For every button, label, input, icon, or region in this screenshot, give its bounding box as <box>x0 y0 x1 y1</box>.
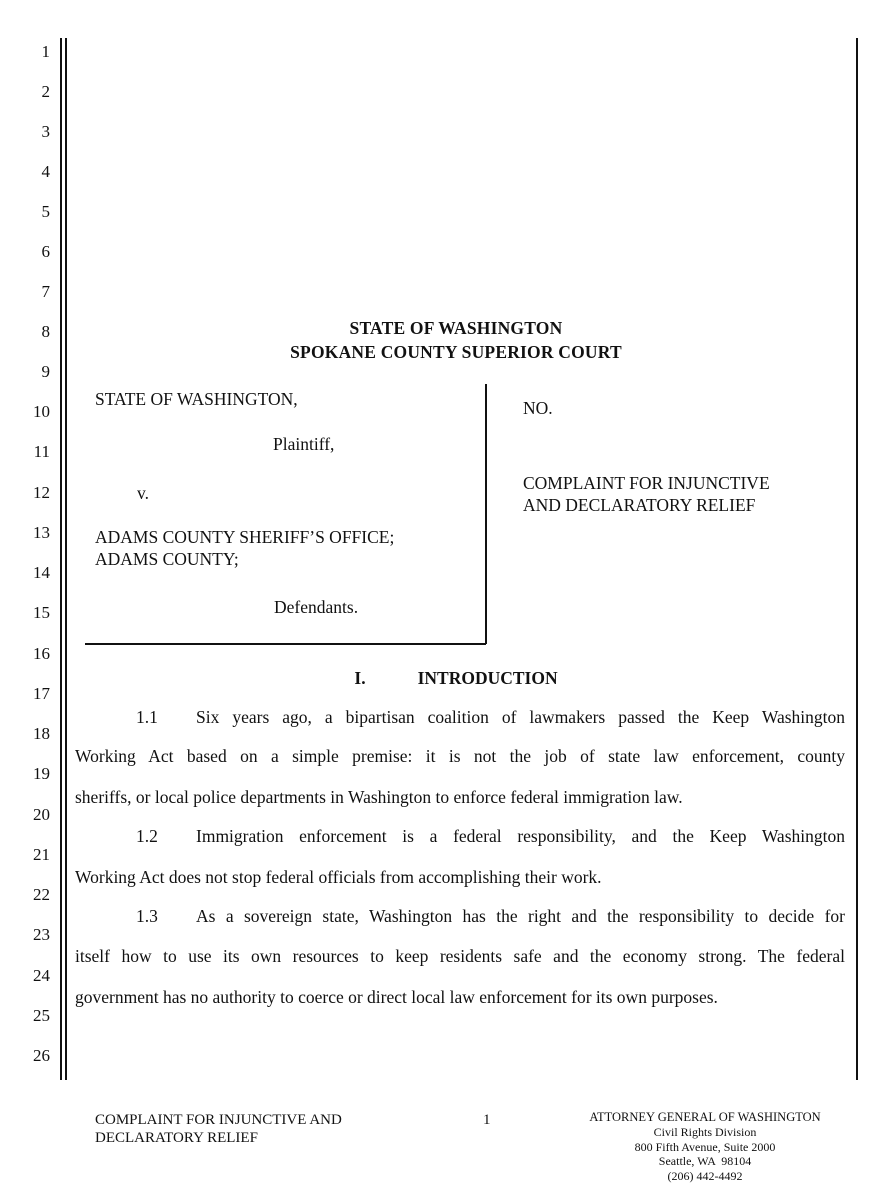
line-number: 22 <box>33 885 50 904</box>
attorney-name: ATTORNEY GENERAL OF WASHINGTON <box>589 1110 821 1124</box>
plaintiff-name: STATE OF WASHINGTON, <box>95 389 298 409</box>
line-number: 8 <box>41 322 50 341</box>
document-title-line2: AND DECLARATORY RELIEF <box>523 495 756 515</box>
paragraph-number: 1.1 <box>136 707 158 727</box>
line-number: 9 <box>41 362 50 381</box>
footer-title-line2: DECLARATORY RELIEF <box>95 1130 258 1146</box>
paragraph-1-2-line2: Working Act does not stop federal officials from accomplishing their work. <box>75 867 602 887</box>
footer-title-line1: COMPLAINT FOR INJUNCTIVE AND <box>95 1112 342 1128</box>
line-number: 1 <box>41 42 50 61</box>
left-margin-rule-inner <box>65 38 67 1080</box>
line-number: 12 <box>33 483 50 502</box>
line-number: 24 <box>33 966 50 985</box>
paragraph-number: 1.2 <box>136 826 158 846</box>
attorney-block <box>585 1110 825 1183</box>
attorney-address1: 800 Fifth Avenue, Suite 2000 <box>634 1139 776 1154</box>
right-margin-rule <box>856 38 858 1080</box>
line-number: 7 <box>41 282 50 301</box>
section-heading <box>0 668 882 689</box>
paragraph-1-3-line3: government has no authority to coerce or direct local law enforcement for its own purposes. <box>75 987 718 1007</box>
line-number: 16 <box>33 644 50 663</box>
paragraph-1-2-line1: 1.2 Immigration enforcement is a federal responsibility, and the Keep Washington <box>136 826 845 846</box>
document-title-line1: COMPLAINT FOR INJUNCTIVE <box>523 473 770 493</box>
line-number: 3 <box>41 122 50 141</box>
paragraph-1-1-line2: Working Act based on a simple premise: it is not the job of state law enforcement, county <box>75 746 845 766</box>
line-number: 13 <box>33 523 50 542</box>
paragraph-number: 1.3 <box>136 906 158 926</box>
line-number: 17 <box>33 684 50 703</box>
paragraph-1-3-line2: itself how to use its own resources to keep residents safe and the economy strong. The federal <box>75 946 845 966</box>
attorney-address2: Seattle, WA 98104 <box>658 1154 752 1168</box>
line-number: 2 <box>41 82 50 101</box>
defendant-line2: ADAMS COUNTY; <box>95 549 239 569</box>
section-numeral: I. <box>354 668 366 688</box>
left-margin-rule-outer <box>60 38 62 1080</box>
defendant-line1: ADAMS COUNTY SHERIFF’S OFFICE; <box>95 527 395 547</box>
case-number: NO. <box>523 398 553 418</box>
plaintiff-role: Plaintiff, <box>273 434 335 454</box>
line-number: 21 <box>33 845 50 864</box>
line-number: 19 <box>33 764 50 783</box>
caption-vertical-rule <box>485 384 487 644</box>
versus: v. <box>137 483 149 503</box>
line-number: 10 <box>33 402 50 421</box>
court-name-line2: SPOKANE COUNTY SUPERIOR COURT <box>290 342 622 362</box>
section-title: INTRODUCTION <box>417 668 558 688</box>
line-number: 15 <box>33 603 50 622</box>
line-number: 11 <box>33 442 50 461</box>
line-number: 20 <box>33 805 50 824</box>
court-name-line1: STATE OF WASHINGTON <box>349 318 563 338</box>
line-number: 14 <box>33 563 50 582</box>
caption-bottom-rule <box>85 643 486 645</box>
attorney-phone: (206) 442-4492 <box>667 1168 743 1183</box>
line-number: 5 <box>41 202 50 221</box>
paragraph-1-1-line1: 1.1 Six years ago, a bipartisan coalition of lawmakers passed the Keep Washington <box>136 707 845 727</box>
page-number: 1 <box>483 1112 491 1128</box>
defendant-role: Defendants. <box>274 597 359 617</box>
paragraph-1-1-line3: sheriffs, or local police departments in Washington to enforce federal immigration law. <box>75 787 683 807</box>
line-number: 4 <box>41 162 50 181</box>
line-number: 6 <box>41 242 50 261</box>
line-number: 18 <box>33 724 50 743</box>
line-number: 25 <box>33 1006 50 1025</box>
line-number: 26 <box>33 1046 50 1065</box>
line-number: 23 <box>33 925 50 944</box>
attorney-division: Civil Rights Division <box>653 1125 757 1139</box>
paragraph-1-3-line1: 1.3 As a sovereign state, Washington has the right and the responsibility to decide for <box>136 906 845 926</box>
